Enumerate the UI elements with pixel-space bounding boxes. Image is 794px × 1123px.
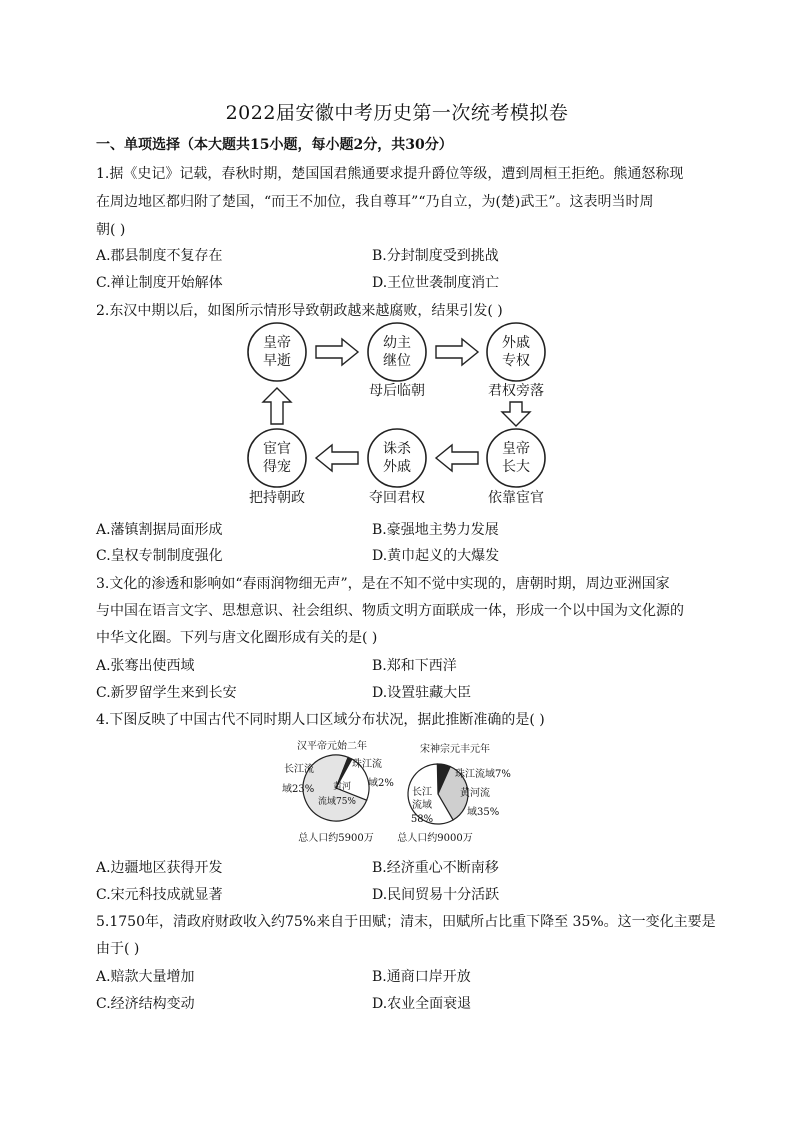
pie-2-caption: 总人口约9000万	[397, 833, 473, 844]
pie-1-caption: 总人口约5900万	[298, 833, 374, 844]
question-3-line-3: 中华文化圈。下列与唐文化圈形成有关的是( )	[96, 630, 378, 646]
arrow-left-1	[436, 445, 478, 471]
question-1-line-3: 朝( )	[96, 222, 126, 238]
svg-text:长大: 长大	[502, 459, 530, 475]
question-1-line-1: 1.据《史记》记载，春秋时期，楚国国君熊通要求提升爵位等级，遭到周桓王拒绝。熊通怒称现	[96, 166, 684, 182]
svg-text:得宠: 得宠	[263, 459, 291, 475]
politics-cycle-diagram	[230, 322, 570, 514]
svg-text:皇帝: 皇帝	[263, 335, 291, 351]
pie-1-label-pearl-a: 珠江流	[352, 759, 382, 770]
svg-text:皇帝: 皇帝	[502, 441, 530, 457]
question-1-line-2: 在周边地区都归附了楚国，“而王不加位，我自尊耳”“乃自立，为(楚)武王”。这表明当时周	[96, 194, 654, 210]
pie-1-title: 汉平帝元始二年	[297, 741, 367, 752]
question-1-option-b[interactable]: B.分封制度受到挑战	[372, 248, 499, 264]
question-3-option-c[interactable]: C.新罗留学生来到长安	[96, 685, 237, 701]
pie-2-label-yangtze-a: 长江	[412, 787, 432, 798]
svg-text:外戚: 外戚	[502, 335, 530, 351]
question-5-option-d[interactable]: D.农业全面衰退	[372, 996, 472, 1012]
pie-2-label-yellow-a: 黄河流	[460, 788, 490, 799]
svg-text:诛杀: 诛杀	[383, 441, 411, 457]
question-1-option-d[interactable]: D.王位世袭制度消亡	[372, 275, 500, 291]
question-2-option-b[interactable]: B.豪强地主势力发展	[372, 522, 499, 538]
question-3-option-a[interactable]: A.张骞出使西域	[96, 658, 195, 674]
arrow-right-1	[316, 339, 358, 365]
svg-text:继位: 继位	[383, 353, 411, 369]
pie-1-label-yellow-a: 黄河	[332, 782, 352, 792]
arrow-left-2	[316, 445, 358, 471]
question-5-option-c[interactable]: C.经济结构变动	[96, 996, 195, 1012]
svg-text:幼主: 幼主	[383, 335, 411, 351]
section-heading: 一、单项选择（本大题共15小题，每小题2分，共30分）	[96, 137, 453, 153]
pie-2-label-pearl: 珠江流域7%	[455, 769, 511, 780]
pie-2-label-yangtze-c: 58%	[410, 814, 434, 825]
node-young-ruler	[368, 323, 426, 399]
svg-text:依靠宦官: 依靠宦官	[488, 490, 544, 506]
node-consort-clan-power	[487, 323, 545, 399]
pie-1-label-pearl-b: 域2%	[368, 778, 394, 789]
question-5-option-a[interactable]: A.赔款大量增加	[96, 969, 195, 985]
question-2-option-d[interactable]: D.黄巾起义的大爆发	[372, 548, 500, 564]
pie-1-label-yangtze-b: 域23%	[282, 784, 315, 795]
question-4-option-d[interactable]: D.民间贸易十分活跃	[372, 887, 500, 903]
question-2-stem: 2.东汉中期以后，如图所示情形导致朝政越来越腐败，结果引发( )	[96, 303, 503, 319]
question-2-option-a[interactable]: A.藩镇割据局面形成	[96, 522, 223, 538]
question-1-option-c[interactable]: C.禅让制度开始解体	[96, 275, 223, 291]
question-5-line-2: 由于( )	[96, 941, 140, 957]
svg-text:宦官: 宦官	[263, 441, 291, 457]
question-4-option-a[interactable]: A.边疆地区获得开发	[96, 860, 223, 876]
pie-2-title: 宋神宗元丰元年	[420, 744, 490, 755]
question-5-option-b[interactable]: B.通商口岸开放	[372, 969, 471, 985]
question-3-option-d[interactable]: D.设置驻藏大臣	[372, 685, 472, 701]
arrow-down	[502, 402, 530, 426]
question-3-option-b[interactable]: B.郑和下西洋	[372, 658, 457, 674]
question-5-line-1: 5.1750年，清政府财政收入约75%来自于田赋；清末，田赋所占比重下降至 35%。这一变化主要是	[96, 914, 716, 930]
arrow-right-2	[436, 339, 478, 365]
pie-2-label-yangtze-b: 流域	[412, 800, 432, 811]
question-3-line-1: 3.文化的渗透和影响如“春雨润物细无声”，是在不知不觉中实现的，唐朝时期，周边亚洲国家	[96, 576, 670, 592]
node-emperor-early-death	[248, 323, 306, 381]
question-2-option-c[interactable]: C.皇权专制制度强化	[96, 548, 223, 564]
question-4-option-b[interactable]: B.经济重心不断南移	[372, 860, 499, 876]
arrow-up	[263, 388, 291, 424]
svg-text:母后临朝: 母后临朝	[369, 383, 425, 399]
svg-text:把持朝政: 把持朝政	[249, 490, 305, 506]
svg-text:夺回君权: 夺回君权	[369, 490, 425, 506]
svg-text:外戚: 外戚	[383, 459, 411, 475]
question-4-option-c[interactable]: C.宋元科技成就显著	[96, 887, 223, 903]
node-kill-consort-clan	[368, 429, 426, 506]
node-eunuch-favored	[248, 429, 306, 506]
population-pie-charts	[270, 734, 530, 846]
question-1-option-a[interactable]: A.郡县制度不复存在	[96, 248, 223, 264]
svg-text:专权: 专权	[502, 353, 530, 369]
pie-1-label-yellow-b: 流域75%	[317, 797, 357, 807]
pie-1-label-yangtze-a: 长江流	[284, 764, 314, 775]
node-emperor-grown	[487, 429, 545, 506]
page-title: 2022届安徽中考历史第一次统考模拟卷	[225, 102, 569, 124]
svg-text:君权旁落: 君权旁落	[488, 383, 544, 399]
question-3-line-2: 与中国在语言文字、思想意识、社会组织、物质文明方面联成一体，形成一个以中国为文化源的	[96, 603, 684, 619]
pie-2-label-yellow-b: 域35%	[467, 807, 500, 818]
question-4-stem: 4.下图反映了中国古代不同时期人口区域分布状况，据此推断准确的是( )	[96, 712, 545, 728]
svg-text:早逝: 早逝	[263, 353, 291, 369]
